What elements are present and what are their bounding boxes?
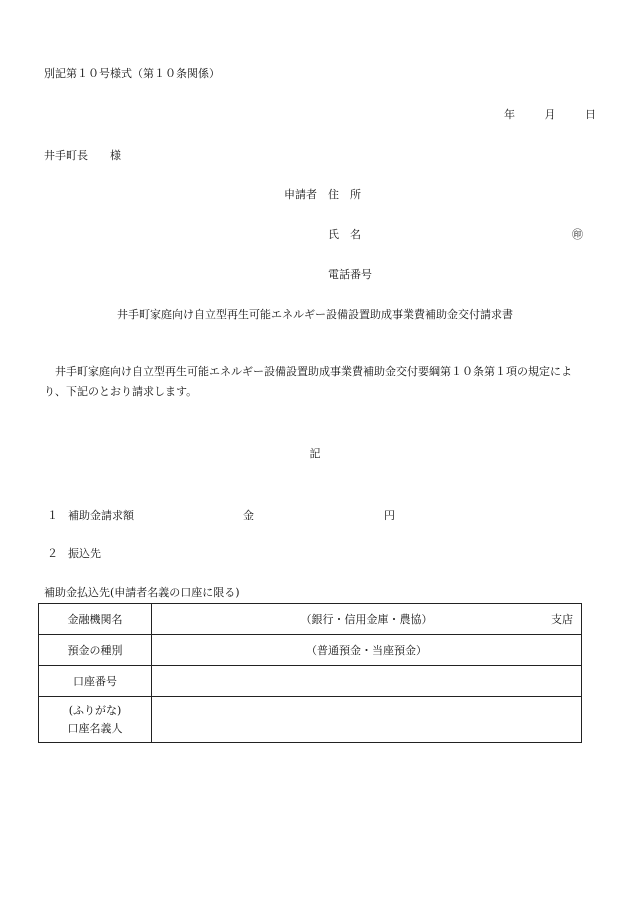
document-title: 井手町家庭向け自立型再生可能エネルギー設備設置助成事業費補助金交付請求書 [117, 308, 513, 321]
item2-number: ２ [47, 547, 58, 560]
item1-kin: 金 [243, 509, 254, 522]
branch-suffix: 支店 [551, 613, 573, 626]
date-year: 年 [504, 108, 515, 121]
bank-table [38, 603, 582, 743]
table-row [39, 666, 582, 697]
institution-field[interactable] [152, 604, 582, 635]
account-holder-field[interactable] [152, 697, 582, 743]
institution-options: （銀行・信用金庫・農協） [300, 613, 433, 626]
phone-label: 電話番号 [328, 268, 372, 281]
holder-furigana-label: (ふりがな) [68, 703, 122, 717]
item2-label: 振込先 [68, 547, 101, 560]
item1-label: 補助金請求額 [68, 509, 134, 522]
institution-label: 金融機関名 [39, 604, 152, 635]
account-type-label: 預金の種別 [39, 635, 152, 666]
holder-label: 口座名義人 [67, 721, 123, 735]
account-number-label: 口座番号 [39, 666, 152, 697]
seal-mark: ㊞ [572, 228, 583, 241]
request-body: 井手町家庭向け自立型再生可能エネルギー設備設置助成事業費補助金交付要綱第１０条第１項の規定により、下記のとおり請求します。 [44, 365, 572, 398]
account-number-field[interactable] [152, 666, 582, 697]
account-type-options: （普通預金・当座預金） [306, 644, 427, 657]
table-row [39, 604, 582, 635]
item1-yen: 円 [384, 509, 395, 522]
date-month: 月 [544, 108, 556, 121]
name-label: 氏 名 [328, 228, 361, 241]
account-holder-label-cell [39, 697, 152, 743]
account-type-field[interactable] [152, 635, 582, 666]
applicant-role-label: 申請者 [284, 188, 317, 201]
address-label: 住 所 [328, 188, 361, 201]
ki-heading: 記 [309, 447, 321, 460]
table-row [39, 697, 582, 743]
addressee: 井手町長 様 [44, 149, 121, 162]
table-row [39, 635, 582, 666]
item1-number: １ [47, 509, 58, 522]
bank-section-title: 補助金払込先(申請者名義の口座に限る) [44, 586, 240, 599]
date-line [504, 108, 596, 122]
form-number: 別記第１０号様式（第１０条関係） [44, 67, 220, 80]
date-day: 日 [585, 108, 596, 121]
